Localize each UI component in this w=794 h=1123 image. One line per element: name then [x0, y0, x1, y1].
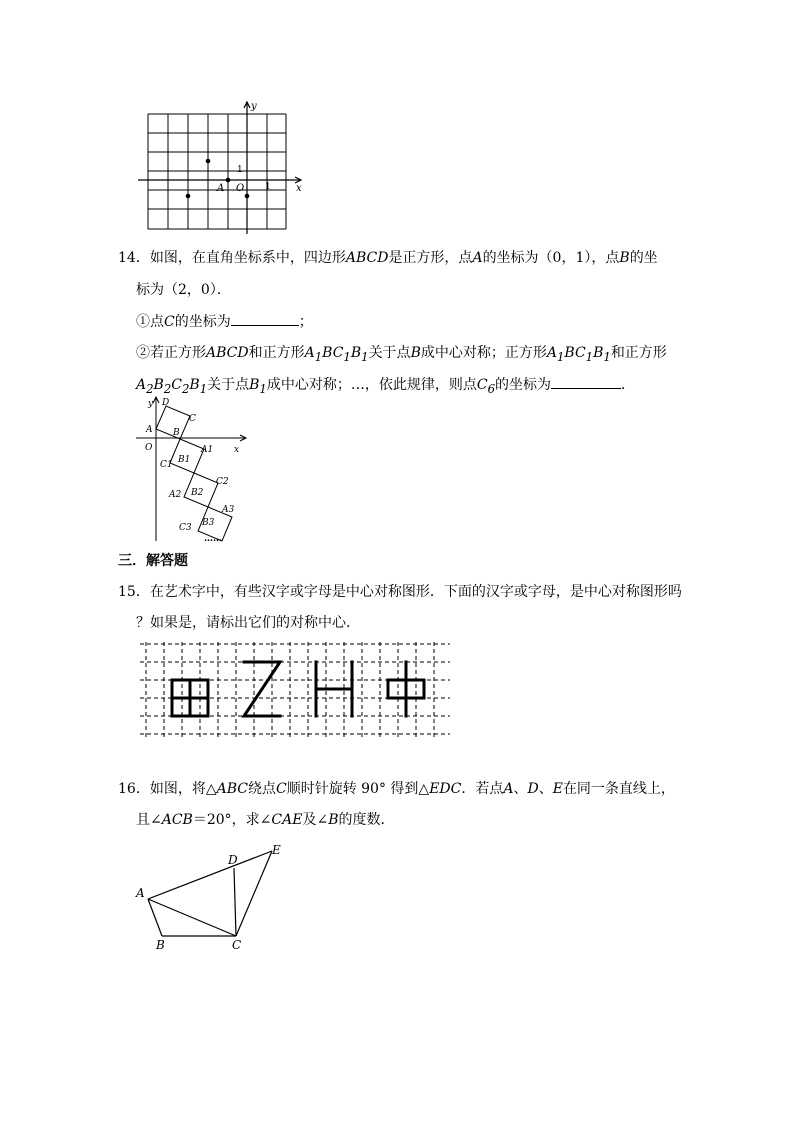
q14-sub2: ②若正方形ABCD和正方形$A_1BC_1B_1$关于点B成中心对称；正方形$A_1BC_1B_1$和正方形: [136, 345, 667, 364]
char-h: [316, 662, 352, 716]
y-unit-label: 1: [237, 165, 243, 175]
answer-blank-1[interactable]: [231, 311, 299, 326]
q16-line1: 16．如图，将△ABC绕点C顺时针旋转 90° 得到△EDC．若点A、D、E在同一条直线上，: [118, 781, 675, 797]
squares: [156, 406, 235, 541]
axes: [138, 102, 301, 234]
fig14-label-b: B: [173, 428, 180, 438]
x-axis-label: x: [296, 183, 302, 194]
fig14-label-b1: B1: [178, 455, 191, 465]
fig14-continuation-dots: ……: [204, 534, 222, 544]
fig16-label-d: D: [228, 853, 238, 867]
q14-sub3: $A_2B_2C_2B_1$关于点$B_1$成中心对称；…，依此规律，则点$C_6$的坐标为 ．: [136, 374, 635, 399]
character-grid-q15: [140, 640, 452, 740]
fig14-label-a: A: [146, 425, 153, 435]
fig14-label-c3: C3: [179, 523, 192, 533]
origin-label: O: [236, 183, 245, 194]
q14-line2: 标为（2，0）．: [136, 282, 231, 298]
q15-line2: ？如果是，请标出它们的对称中心．: [136, 615, 360, 631]
fig14-label-o: O: [145, 443, 153, 453]
triangle-figure-q16: [130, 840, 300, 955]
grid-figure-q13: [135, 98, 310, 238]
x-unit-label: 1: [265, 182, 271, 192]
q14-sub1: ①点C的坐标为 ；: [136, 311, 313, 332]
grid-lines: [148, 114, 286, 229]
fig14-label-y: y: [148, 399, 154, 409]
point-a-label: A: [217, 183, 225, 194]
fig16-label-c: C: [232, 938, 242, 952]
y-axis-label: y: [251, 101, 257, 112]
fig14-label-c1: C1: [160, 460, 173, 470]
triangle-lines: [148, 851, 272, 936]
fig14-label-b3: B3: [202, 518, 215, 528]
fig14-label-c: C: [189, 414, 196, 424]
q16-line2: 且∠ACB＝20°，求∠CAE及∠B的度数．: [136, 812, 395, 828]
char-zhong: [388, 662, 424, 716]
fig14-label-d: D: [162, 398, 170, 408]
fig14-label-c2: C2: [216, 477, 229, 487]
fig16-label-e: E: [272, 843, 281, 857]
dashed-grid: [140, 642, 450, 738]
fig14-label-x: x: [234, 445, 240, 455]
fig14-label-a3: A3: [222, 505, 235, 515]
char-z: [244, 662, 280, 716]
q15-line1: 15．在艺术字中，有些汉字或字母是中心对称图形．下面的汉字或字母，是中心对称图形吗: [118, 584, 682, 600]
fig14-label-a2: A2: [169, 490, 182, 500]
fig14-label-a1: A1: [201, 445, 214, 455]
answer-blank-2[interactable]: [551, 374, 621, 389]
char-tian: [172, 680, 208, 716]
section-title: 三．解答题: [118, 553, 188, 569]
fig16-label-b: B: [156, 938, 165, 952]
squares-figure-q14: [136, 395, 251, 545]
q14-line1: 14．如图，在直角坐标系中，四边形ABCD是正方形，点A的坐标为（0，1），点B的坐: [118, 250, 658, 266]
fig16-label-a: A: [136, 886, 145, 900]
fig14-label-b2: B2: [191, 488, 204, 498]
